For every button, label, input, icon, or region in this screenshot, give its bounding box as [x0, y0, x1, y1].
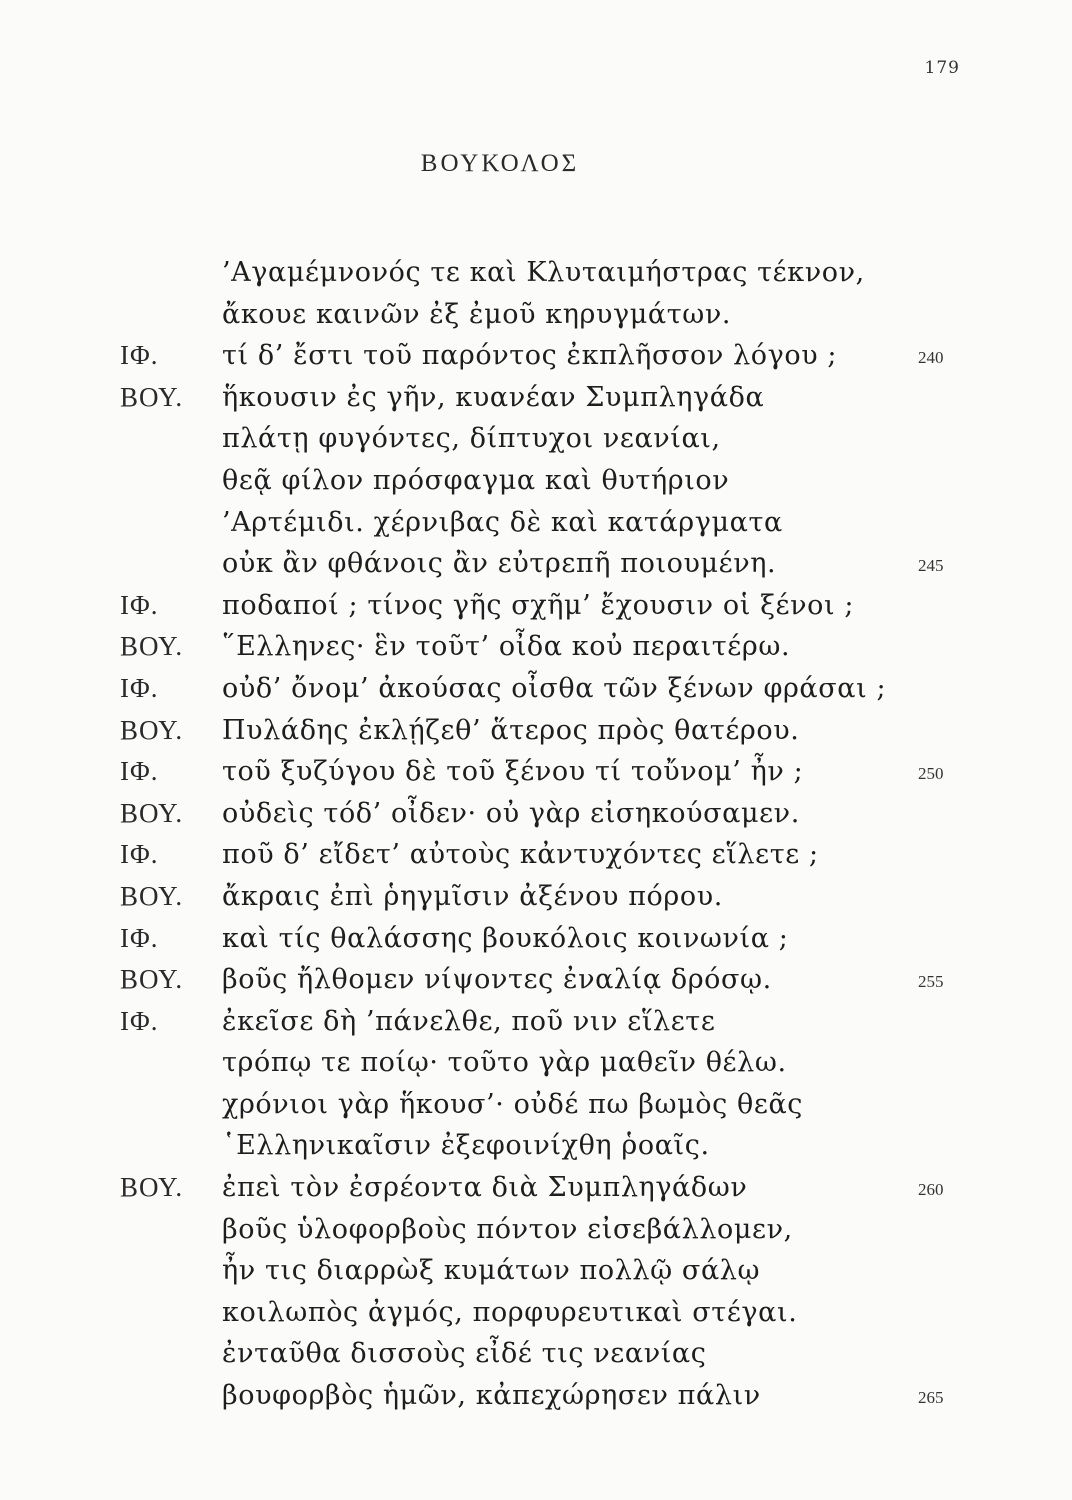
verse-text: βοῦς ὑλοφορβοὺς πόντον εἰσεβάλλομεν,: [222, 1213, 793, 1245]
verse-line: [0, 1250, 1072, 1292]
verse-text: ἦν τις διαρρὼξ κυμάτων πολλῷ σάλῳ: [222, 1255, 761, 1287]
verse-line: [0, 834, 1072, 876]
verse-line: [0, 1167, 1072, 1209]
verse-text: καὶ τίς θαλάσσης βουκόλοις κοινωνία ;: [222, 922, 789, 954]
speaker-label: ΙΦ.: [120, 756, 159, 787]
verse-line: [0, 1042, 1072, 1084]
speaker-label: ΙΦ.: [120, 672, 159, 703]
verse-line: [0, 543, 1072, 585]
verse-line: [0, 460, 1072, 502]
line-number: 240: [918, 348, 944, 368]
speaker-label: ΙΦ.: [120, 1005, 159, 1036]
verse-text: ἐπεὶ τὸν ἐσρέοντα διὰ Συμπληγάδων: [222, 1172, 748, 1204]
verse-line: [0, 1001, 1072, 1043]
verse-text: βοῦς ἤλθομεν νίψοντες ἐναλίᾳ δρόσῳ.: [222, 964, 772, 996]
verse-text: ἄκουε καινῶν ἐξ ἐμοῦ κηρυγμάτων.: [222, 298, 732, 330]
verse-line: [0, 294, 1072, 336]
verse-line: [0, 668, 1072, 710]
speaker-label: ΙΦ.: [120, 589, 159, 620]
verse-text: βουφορβὸς ἡμῶν, κἀπεχώρησεν πάλιν: [222, 1380, 761, 1412]
verse-line: [0, 502, 1072, 544]
verse-text: πλάτῃ φυγόντες, δίπτυχοι νεανίαι,: [222, 423, 721, 455]
speaker-label: ΒΟΥ.: [120, 381, 184, 412]
verse-text: τοῦ ξυζύγου δὲ τοῦ ξένου τί τοὔνομ’ ἦν ;: [222, 756, 804, 788]
verse-line: [0, 418, 1072, 460]
speaker-label: ΙΦ.: [120, 922, 159, 953]
line-number: 255: [918, 972, 944, 992]
verse-text: οὐδ’ ὄνομ’ ἀκούσας οἶσθα τῶν ξένων φράσαι ;: [222, 672, 887, 704]
verse-line: [0, 252, 1072, 294]
verse-text: ποῦ δ’ εἴδετ’ αὐτοὺς κἀντυχόντες εἵλετε ;: [222, 839, 819, 871]
verse-text: ’Αρτέμιδι. χέρνιβας δὲ καὶ κατάργματα: [222, 506, 783, 538]
verse-text: χρόνιοι γὰρ ἥκουσ’· οὐδέ πω βωμὸς θεᾶς: [222, 1088, 804, 1120]
speaker-label: ΒΟΥ.: [120, 880, 184, 911]
verse-line: [0, 959, 1072, 1001]
verse-text: ἐνταῦθα δισσοὺς εἶδέ τις νεανίας: [222, 1338, 707, 1370]
verse-line: [0, 1209, 1072, 1251]
speaker-label: ΒΟΥ.: [120, 714, 184, 745]
verse-text: ἄκραις ἐπὶ ῥηγμῖσιν ἀξένου πόρου.: [222, 880, 723, 912]
page-number: 179: [924, 58, 960, 78]
verse-line: [0, 585, 1072, 627]
line-number: 250: [918, 764, 944, 784]
verse-text: Πυλάδης ἐκλῄζεθ’ ἅτερος πρὸς θατέρου.: [222, 714, 800, 746]
verse-text: κοιλωπὸς ἀγμός, πορφυρευτικαὶ στέγαι.: [222, 1296, 798, 1328]
verse-text: ῞Ελληνες· ἓν τοῦτ’ οἶδα κοὐ περαιτέρω.: [222, 631, 791, 663]
verse-text: ῾Ελληνικαῖσιν ἐξεφοινίχθη ῥοαῖς.: [222, 1130, 710, 1162]
verse-line: [0, 1125, 1072, 1167]
verse-line: [0, 918, 1072, 960]
verse-line: [0, 1084, 1072, 1126]
line-number: 245: [918, 556, 944, 576]
line-number: 265: [918, 1388, 944, 1408]
verse-lines: [0, 252, 1072, 1417]
verse-text: ποδαποί ; τίνος γῆς σχῆμ’ ἔχουσιν οἱ ξένοι ;: [222, 589, 855, 621]
verse-line: [0, 335, 1072, 377]
verse-line: [0, 626, 1072, 668]
verse-line: [0, 876, 1072, 918]
verse-text: τί δ’ ἔστι τοῦ παρόντος ἐκπλῆσσον λόγου ;: [222, 340, 838, 372]
verse-text: οὐκ ἂν φθάνοις ἂν εὐτρεπῆ ποιουμένη.: [222, 548, 777, 580]
speaker-label: ΒΟΥ.: [120, 964, 184, 995]
verse-line: [0, 377, 1072, 419]
line-number: 260: [918, 1180, 944, 1200]
verse-line: [0, 1333, 1072, 1375]
verse-line: [0, 710, 1072, 752]
speaker-label: ΒΟΥ.: [120, 797, 184, 828]
verse-text: ἥκουσιν ἐς γῆν, κυανέαν Συμπληγάδα: [222, 381, 765, 413]
verse-line: [0, 1375, 1072, 1417]
verse-line: [0, 793, 1072, 835]
verse-text: ἐκεῖσε δὴ ’πάνελθε, ποῦ νιν εἵλετε: [222, 1005, 716, 1037]
verse-line: [0, 751, 1072, 793]
speaker-heading: ΒΟΥΚΟΛΟΣ: [420, 150, 580, 177]
verse-text: τρόπῳ τε ποίῳ· τοῦτο γὰρ μαθεῖν θέλω.: [222, 1047, 787, 1079]
speaker-label: ΒΟΥ.: [120, 1172, 184, 1203]
verse-line: [0, 1292, 1072, 1334]
verse-text: οὐδεὶς τόδ’ οἶδεν· οὐ γὰρ εἰσηκούσαμεν.: [222, 797, 800, 829]
speaker-label: ΙΦ.: [120, 340, 159, 371]
verse-text: ’Αγαμέμνονός τε καὶ Κλυταιμήστρας τέκνον,: [222, 257, 865, 288]
speaker-label: ΙΦ.: [120, 839, 159, 870]
speaker-label: ΒΟΥ.: [120, 631, 184, 662]
verse-text: θεᾷ φίλον πρόσφαγμα καὶ θυτήριον: [222, 464, 730, 496]
